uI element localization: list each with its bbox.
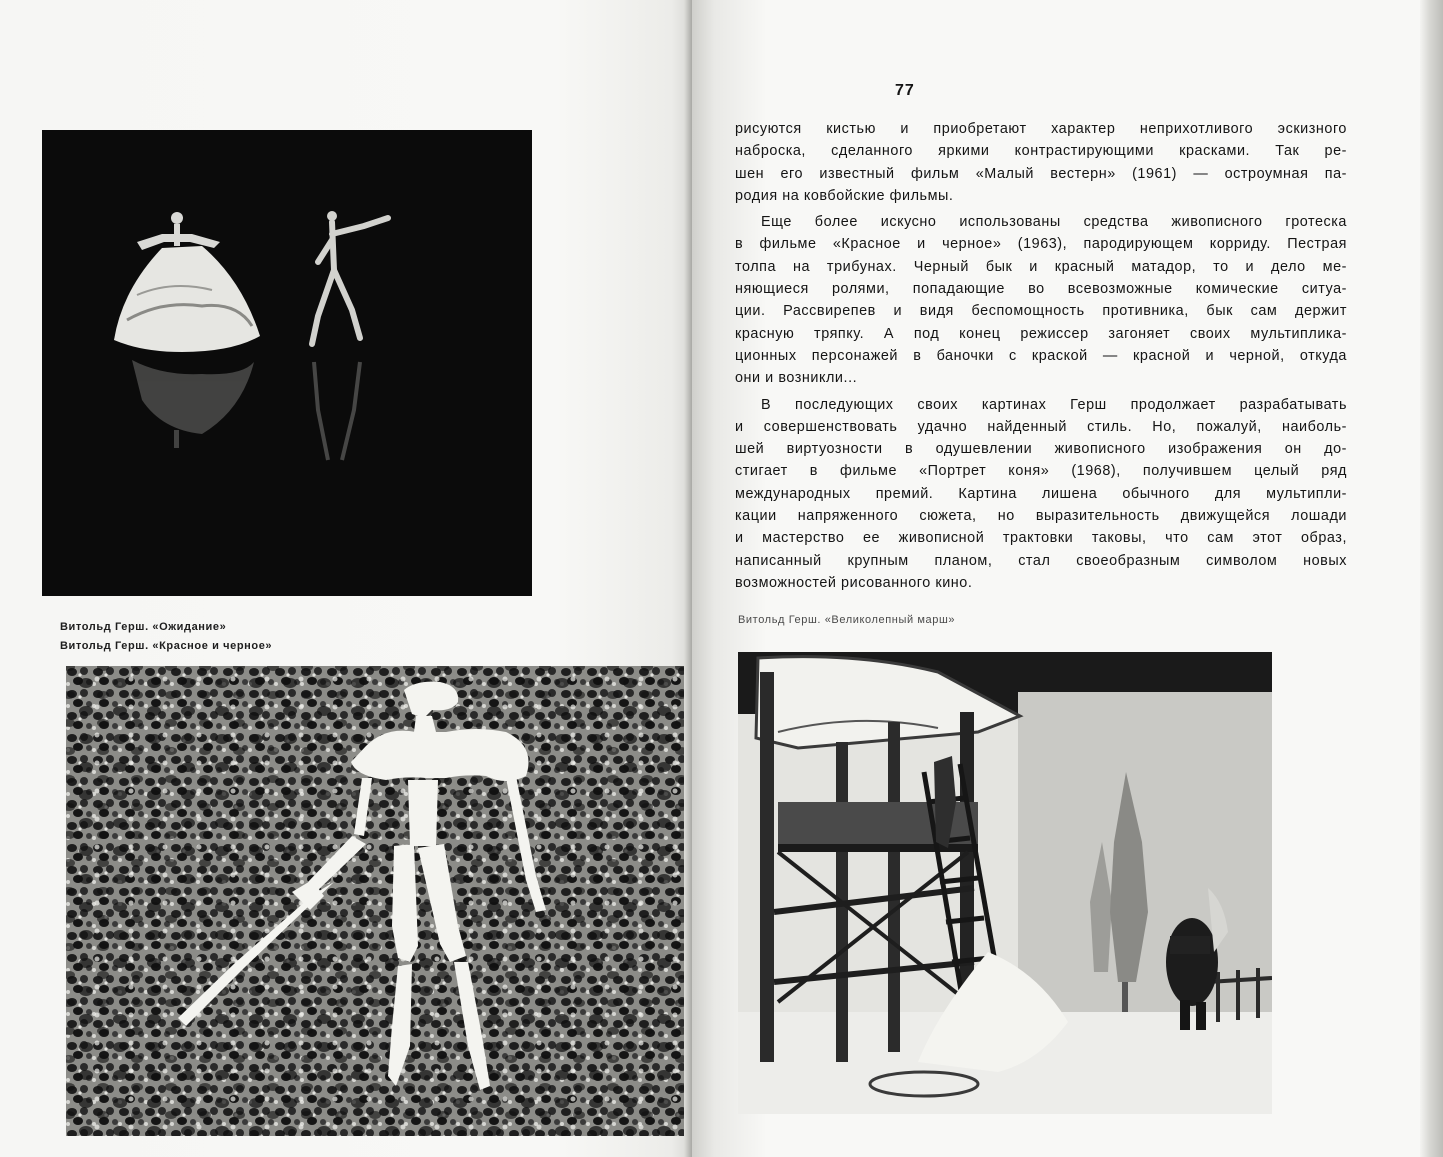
- article-text: [735, 118, 1347, 598]
- paragraph-1: [735, 118, 1347, 207]
- text-line: родия на ковбойские фильмы.: [735, 187, 954, 204]
- text-line: они и возникли...: [735, 370, 858, 387]
- caption-ozhidanie: Витольд Герш. «Ожидание»: [60, 621, 227, 633]
- text-line: возможностей рисованного кино.: [735, 574, 973, 591]
- text-line: шей виртуозности в одушевлении живописного изображения он до-: [735, 441, 1347, 458]
- text-line: и совершенствовать удачно найденный стиль. Но, пожалуй, наиболь-: [735, 418, 1347, 435]
- photo-ozhidanie: [42, 130, 532, 596]
- text-line: кации напряженного сюжета, но выразительность движущейся лошади: [735, 508, 1347, 525]
- text-line: ционных персонажей в баночки с краской — красной и черной, откуда: [735, 347, 1347, 364]
- page-edge: [1420, 0, 1443, 1157]
- text-line: в фильме «Красное и черное» (1963), пародирующем корриду. Пестрая: [735, 236, 1347, 253]
- photo-krasnoe-i-chernoe-image: [66, 666, 688, 1136]
- text-line: стигает в фильме «Портрет коня» (1968), получившем целый ряд: [735, 463, 1347, 480]
- text-line: наброска, сделанного яркими контрастирующими красками. Так ре-: [735, 143, 1347, 160]
- text-line: В последующих своих картинах Герш продолжает разрабатывать: [761, 396, 1347, 413]
- caption-krasnoe-i-chernoe: Витольд Герш. «Красное и черное»: [60, 640, 273, 652]
- text-line: шен его известный фильм «Малый вестерн» (1961) — остроумная па-: [735, 165, 1347, 182]
- paragraph-3: [735, 394, 1347, 595]
- text-line: толпа на трибунах. Черный бык и красный матадор, то и дело ме-: [735, 258, 1347, 275]
- text-line: няющиеся ролями, попадающие во всевозможные комические ситуа-: [735, 281, 1347, 298]
- left-page: [0, 0, 692, 1157]
- text-line: международных премий. Картина лишена обычного для мультипли-: [735, 485, 1347, 502]
- photo-velikolepny-marsh-image: [738, 652, 1272, 1114]
- text-line: ции. Рассвирепев и видя беспомощность противника, бык сам держит: [735, 303, 1347, 320]
- photo-velikolepny-marsh: [738, 652, 1272, 1114]
- paragraph-2: [735, 211, 1347, 389]
- page-number: 77: [895, 82, 915, 99]
- text-line: и мастерство ее живописной трактовки таковы, что сам этот образ,: [735, 530, 1347, 547]
- text-line: написанный крупным планом, стал своеобразным символом новых: [735, 552, 1347, 569]
- text-line: Еще более искусно использованы средства живописного гротеска: [761, 214, 1347, 231]
- photo-krasnoe-i-chernoe: [66, 666, 688, 1136]
- caption-velikolepny-marsh: Витольд Герш. «Великолепный марш»: [738, 614, 956, 626]
- text-line: рисуются кистью и приобретают характер неприхотливого эскизного: [735, 121, 1347, 137]
- photo-ozhidanie-image: [42, 130, 532, 596]
- text-line: красную тряпку. А под конец режиссер загоняет своих мультиплика-: [735, 325, 1347, 342]
